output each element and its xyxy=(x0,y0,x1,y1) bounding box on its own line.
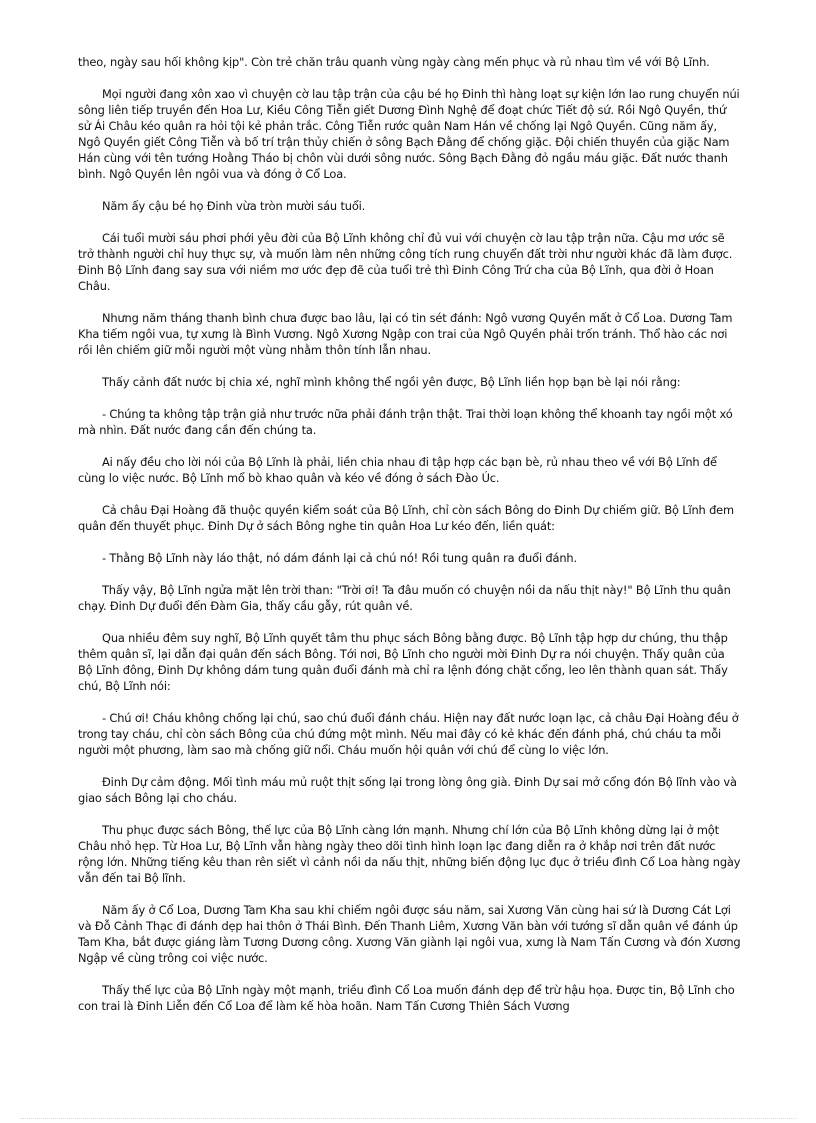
paragraph: Thu phục được sách Bông, thế lực của Bộ Lĩnh càng lớn mạnh. Nhưng chí lớn của Bộ Lĩnh không dừng lại ở một Châu nhỏ hẹp. Từ Hoa Lư, Bộ Lĩnh vẫn hàng ngày theo dõi tình hình loạn lạc đang diễn ra ở khắp nơi trên đất nước rộng lớn. Những tiếng kêu than rên siết vì cảnh nồi da nấu thịt, những biến động lục đục ở triều đình Cổ Loa hàng ngày vẫn đến tai Bộ lĩnh. xyxy=(78,823,741,885)
dialogue-paragraph: - Chú ơi! Cháu không chống lại chú, sao chú đuổi đánh cháu. Hiện nay đất nước loạn lạc, cả châu Đại Hoàng đều ở trong tay cháu, chỉ còn sách Bông của chú đứng một mình. Nếu mai đây có kẻ khác đến đánh phá, chú cháu ta mỗi người một phương, làm sao mà chống giữ nổi. Cháu muốn hội quân với chú để cùng lo việc lớn. xyxy=(78,711,739,757)
paragraph: Ai nấy đều cho lời nói của Bộ Lĩnh là phải, liền chia nhau đi tập hợp các bạn bè, rủ nhau theo về với Bộ Lĩnh để cùng lo việc nước. Bộ Lĩnh mổ bò khao quân và kéo về đóng ở sách Đào Úc. xyxy=(78,455,717,485)
paragraph: Thấy vậy, Bộ Lĩnh ngửa mặt lên trời than: "Trời ơi! Ta đâu muốn có chuyện nồi da nấu thịt này!" Bộ Lĩnh thu quân chạy. Đinh Dự đuổi đến Đàm Gia, thấy cầu gẫy, rút quân về. xyxy=(78,583,731,613)
dialogue-paragraph: - Chúng ta không tập trận giả như trước nữa phải đánh trận thật. Trai thời loạn không thể khoanh tay ngồi một xó mà nhìn. Đất nước đang cần đến chúng ta. xyxy=(78,407,733,437)
paragraph: Đinh Dự cảm động. Mối tình máu mủ ruột thịt sống lại trong lòng ông già. Đinh Dự sai mở cổng đón Bộ lĩnh vào và giao sách Bông lại cho cháu. xyxy=(78,775,737,805)
paragraph: Nhưng năm tháng thanh bình chưa được bao lâu, lại có tin sét đánh: Ngô vương Quyền mất ở Cổ Loa. Dương Tam Kha tiếm ngôi vua, tự xưng là Bình Vương. Ngô Xương Ngập con trai của Ngô Quyền phải trốn tránh. Thổ hào các nơi rồi lên chiếm giữ mỗi người một vùng nhằm thôn tính lẫn nhau. xyxy=(78,311,733,357)
paragraph: Năm ấy ở Cổ Loa, Dương Tam Kha sau khi chiếm ngôi được sáu năm, sai Xương Văn cùng hai sứ là Dương Cát Lợi và Đỗ Cảnh Thạc đi đánh dẹp hai thôn ở Thái Bình. Đến Thanh Liêm, Xương Văn bàn với tướng sĩ dẫn quân về đánh úp Tam Kha, bắt được giáng làm Tương Dương công. Xương Văn giành lại ngôi vua, xưng là Nam Tấn Cương và đón Xương Ngập về cùng trông coi việc nước. xyxy=(78,903,741,965)
page-bottom-divider xyxy=(20,1118,796,1119)
paragraph: Mọi người đang xôn xao vì chuyện cờ lau tập trận của cậu bé họ Đinh thì hàng loạt sự kiện lớn lao rung chuyển núi sông liên tiếp truyền đến Hoa Lư, Kiều Công Tiễn giết Dương Đình Nghệ để đoạt chức Tiết độ sứ. Rồi Ngô Quyền, thứ sử Ái Châu kéo quân ra hỏi tội kẻ phản trắc. Công Tiễn rước quân Nam Hán về chống lại Ngô Quyền. Cũng năm ấy, Ngô Quyền giết Công Tiễn và bố trí trận thủy chiến ở sông Bạch Đằng để chống giặc. Đội chiến thuyền của giặc Nam Hán cùng với tên tướng Hoằng Tháo bị chôn vùi dưới sông nước. Sông Bạch Đằng đỏ ngầu máu giặc. Đất nước thanh bình. Ngô Quyền lên ngôi vua và đóng ở Cổ Loa. xyxy=(78,87,740,181)
dialogue-paragraph: - Thằng Bộ Lĩnh này láo thật, nó dám đánh lại cả chú nó! Rồi tung quân ra đuổi đánh. xyxy=(102,551,577,565)
paragraph: Thấy cảnh đất nước bị chia xé, nghĩ mình không thể ngồi yên được, Bộ Lĩnh liền họp bạn bè lại nói rằng: xyxy=(102,375,681,389)
paragraph: Qua nhiều đêm suy nghĩ, Bộ Lĩnh quyết tâm thu phục sách Bông bằng được. Bộ Lĩnh tập hợp dư chúng, thu thập thêm quân sĩ, lại dẫn đại quân đến sách Bông. Tới nơi, Bộ Lĩnh cho người mời Đinh Dự ra nói chuyện. Thấy quân của Bộ Lĩnh đông, Đinh Dự không dám tung quân đuổi đánh mà chỉ ra lệnh đóng chặt cổng, leo lên thành quan sát. Thấy chú, Bộ Lĩnh nói: xyxy=(78,631,728,693)
paragraph-continuation: theo, ngày sau hối không kịp". Còn trẻ chăn trâu quanh vùng ngày càng mến phục và rủ nhau tìm về với Bộ Lĩnh. xyxy=(78,55,710,69)
paragraph: Thấy thế lực của Bộ Lĩnh ngày một mạnh, triều đình Cổ Loa muốn đánh dẹp để trừ hậu họa. Được tin, Bộ Lĩnh cho con trai là Đinh Liễn đến Cổ Loa để làm kế hòa hoãn. Nam Tấn Cương Thiên Sách Vương xyxy=(78,983,735,1013)
paragraph: Năm ấy cậu bé họ Đinh vừa tròn mười sáu tuổi. xyxy=(102,199,366,213)
document-page xyxy=(78,54,742,1030)
paragraph: Cái tuổi mười sáu phơi phới yêu đời của Bộ Lĩnh không chỉ đủ vui với chuyện cờ lau tập trận nữa. Cậu mơ ước sẽ trở thành người chỉ huy thực sự, và muốn làm nên những công tích rung chuyển đất trời như người khác đã làm được. Đinh Bộ Lĩnh đang say sưa với niềm mơ ước đẹp đẽ của tuổi trẻ thì Đinh Công Trứ cha của Bộ Lĩnh, qua đời ở Hoan Châu. xyxy=(78,231,733,293)
paragraph: Cả châu Đại Hoàng đã thuộc quyền kiểm soát của Bộ Lĩnh, chỉ còn sách Bông do Đinh Dự chiếm giữ. Bộ Lĩnh đem quân đến thuyết phục. Đinh Dự ở sách Bông nghe tin quân Hoa Lư kéo đến, liền quát: xyxy=(78,503,734,533)
